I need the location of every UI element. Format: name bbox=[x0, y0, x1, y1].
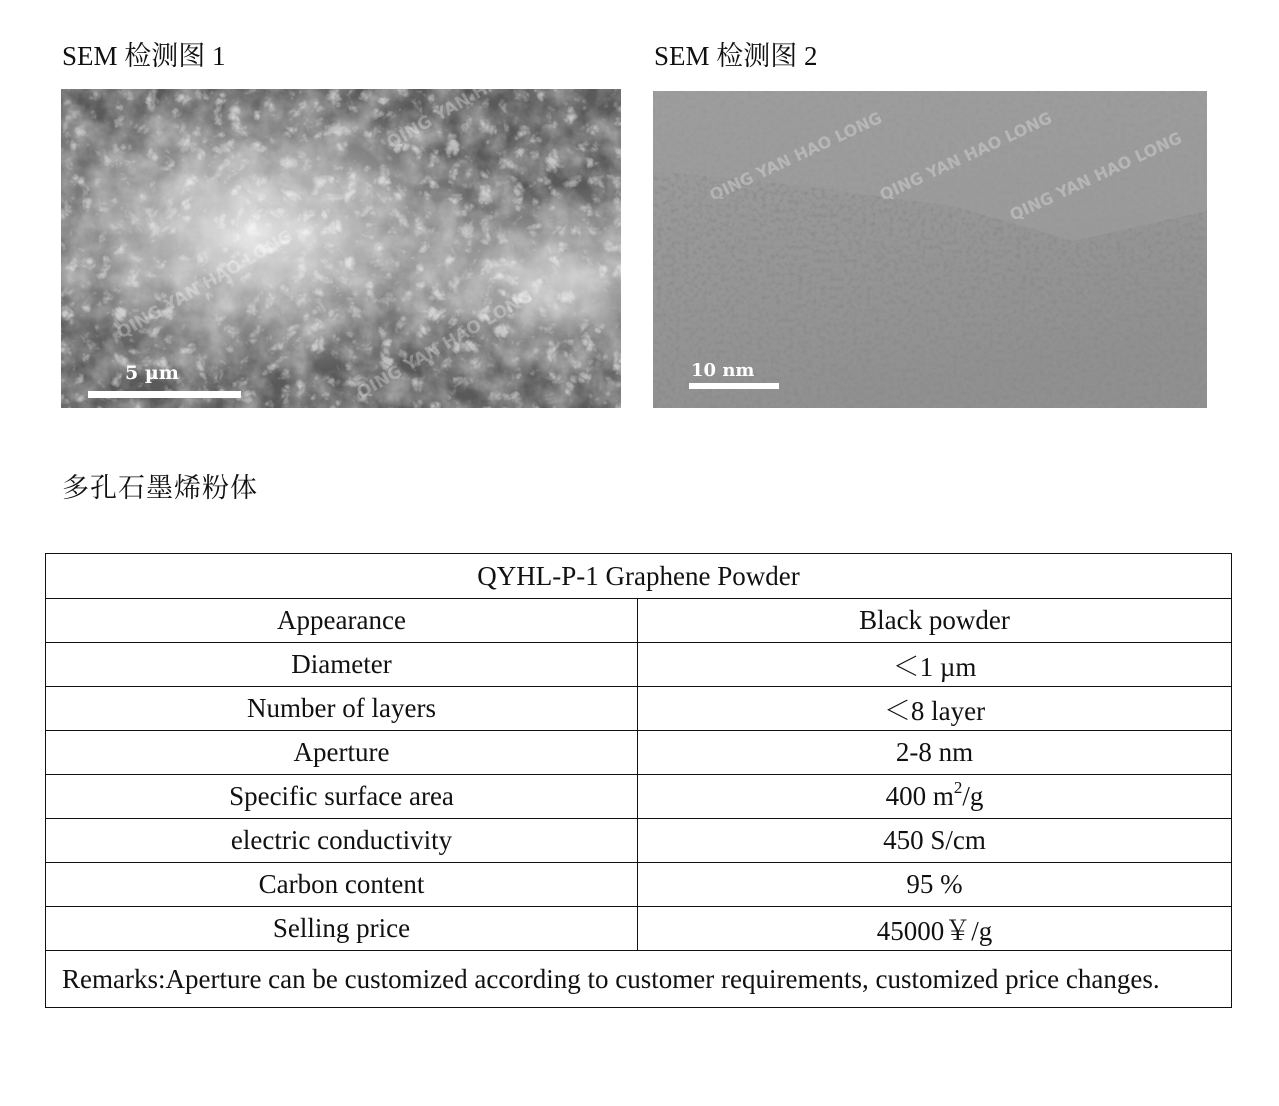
table-row bbox=[46, 819, 1232, 863]
table-row bbox=[46, 643, 1232, 687]
spec-label: Number of layers bbox=[46, 687, 638, 731]
spec-value: ＜1 µm bbox=[638, 643, 1232, 687]
spec-table bbox=[45, 553, 1232, 1008]
table-row bbox=[46, 775, 1232, 819]
watermark-text: QING YAN HAO LONG bbox=[113, 226, 297, 344]
spec-value: Black powder bbox=[638, 599, 1232, 643]
spec-table-title: QYHL-P-1 Graphene Powder bbox=[46, 554, 1232, 599]
remarks-cell bbox=[46, 951, 1232, 1008]
table-row bbox=[46, 599, 1232, 643]
table-row bbox=[46, 731, 1232, 775]
scale-bar-label: 5 µm bbox=[125, 362, 179, 384]
watermark-text: QING YAN HAO LONG bbox=[1006, 128, 1185, 225]
spec-label: Aperture bbox=[46, 731, 638, 775]
spec-value bbox=[638, 775, 1232, 819]
sem-image-1 bbox=[61, 89, 621, 408]
section-title: 多孔石墨烯粉体 bbox=[62, 473, 258, 504]
table-row bbox=[46, 907, 1232, 951]
spec-value-text: 400 m bbox=[885, 781, 954, 811]
remarks-text: Aperture can be customized according to customer requirements, customized price changes. bbox=[165, 964, 1160, 994]
watermark-text: QING YAN HAO LONG bbox=[706, 108, 885, 205]
remarks-label: Remarks: bbox=[62, 964, 166, 994]
scale-bar bbox=[88, 391, 241, 398]
spec-label: Diameter bbox=[46, 643, 638, 687]
spec-label: Carbon content bbox=[46, 863, 638, 907]
sem-image-2-caption: SEM 检测图 2 bbox=[654, 41, 818, 71]
spec-value: 95 % bbox=[638, 863, 1232, 907]
table-row bbox=[46, 687, 1232, 731]
sem-image-2 bbox=[653, 91, 1207, 408]
sem-image-1-caption: SEM 检测图 1 bbox=[62, 41, 226, 71]
spec-value: ＜8 layer bbox=[638, 687, 1232, 731]
spec-value-suffix: /g bbox=[962, 781, 984, 811]
spec-value: 45000￥/g bbox=[638, 907, 1232, 951]
watermark-text: QING YAN HAO LONG bbox=[353, 286, 537, 404]
spec-value: 2-8 nm bbox=[638, 731, 1232, 775]
table-row bbox=[46, 863, 1232, 907]
watermark-text: QING YAN HAO LONG bbox=[876, 108, 1055, 205]
scale-bar bbox=[689, 383, 779, 389]
spec-value: 450 S/cm bbox=[638, 819, 1232, 863]
spec-label: Specific surface area bbox=[46, 775, 638, 819]
spec-label: Appearance bbox=[46, 599, 638, 643]
spec-label: electric conductivity bbox=[46, 819, 638, 863]
spec-label: Selling price bbox=[46, 907, 638, 951]
spec-value-superscript: 2 bbox=[953, 778, 963, 797]
scale-bar-label: 10 nm bbox=[691, 360, 755, 381]
